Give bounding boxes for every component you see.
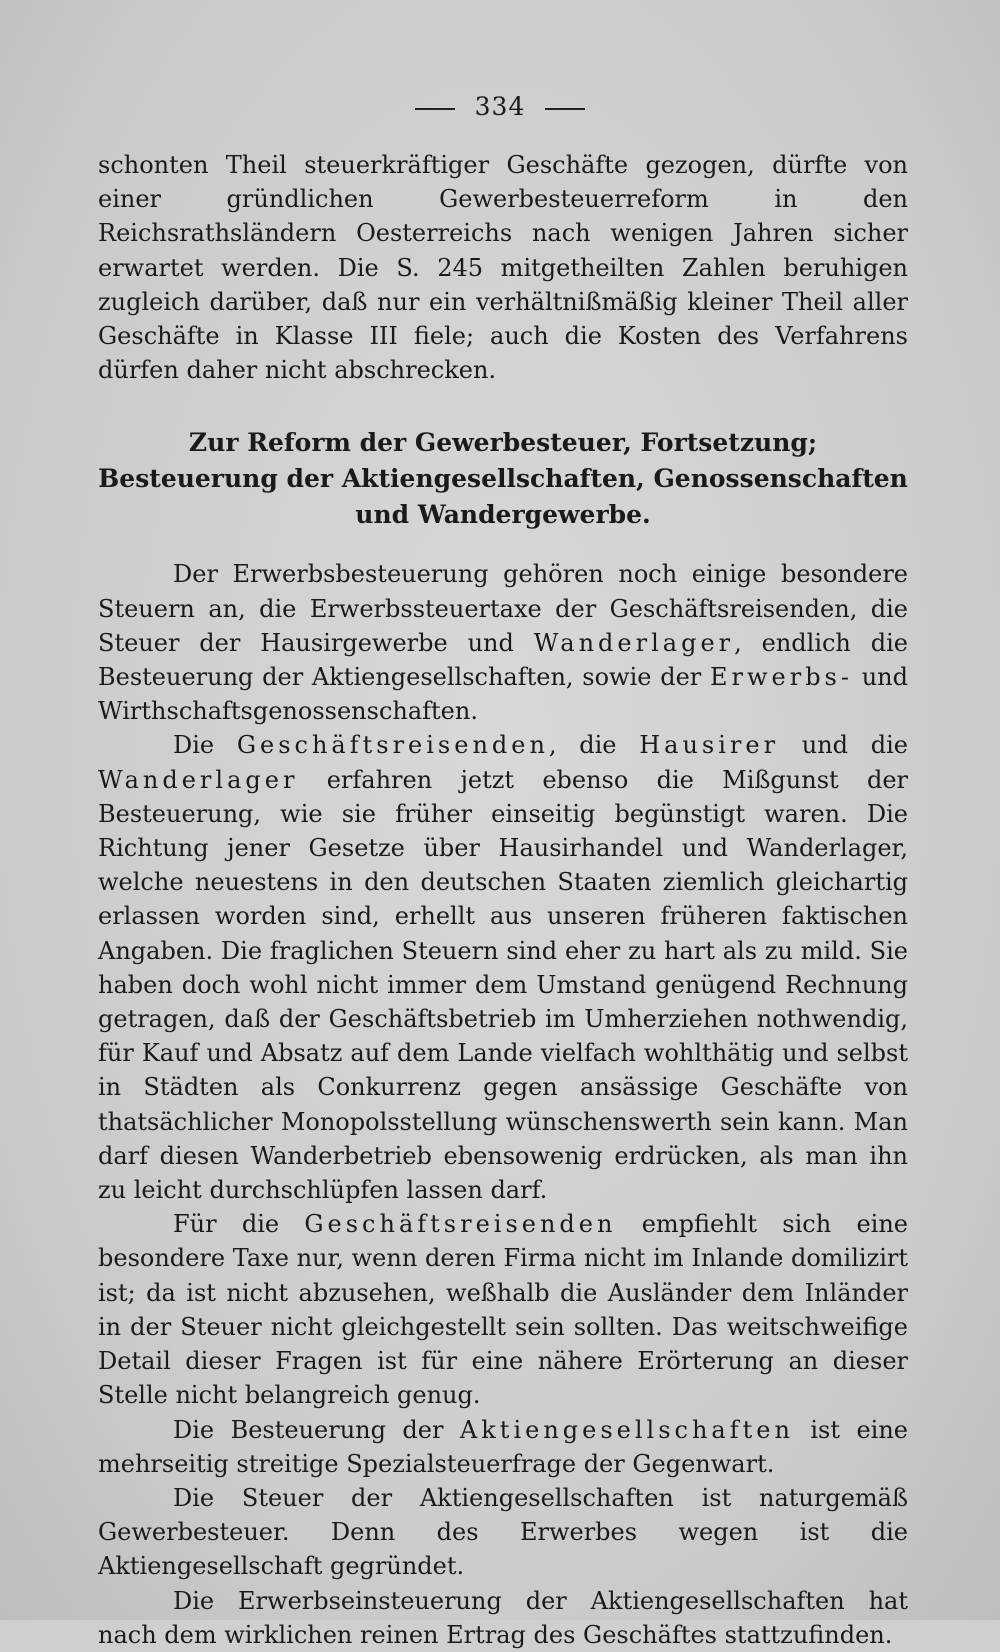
- paragraph: [98, 1413, 908, 1481]
- text-run: Die Erwerbseinsteuerung der Aktiengesellschaften hat nach dem wirklichen reinen Ertrag des Geschäftes stattzufinden.: [98, 1586, 908, 1649]
- text-run: Die Besteuerung der: [173, 1415, 460, 1444]
- paragraph: [98, 1207, 908, 1412]
- header-dash-right: [545, 108, 585, 110]
- text-run: ist eine mehrseitig streitige Spezialsteuerfrage der Gegenwart.: [98, 1415, 909, 1478]
- text-run: Für die: [173, 1210, 305, 1239]
- paragraph: [98, 728, 908, 1207]
- spaced-emphasis: Hausirer: [639, 731, 780, 760]
- spaced-emphasis: Wanderlager: [98, 765, 299, 794]
- paragraph: [98, 1481, 908, 1584]
- page-number: 334: [474, 92, 526, 121]
- page-header: [0, 92, 1000, 121]
- spaced-emphasis: Erwerbs-: [709, 663, 853, 692]
- spaced-emphasis: Geschäftsreisenden: [304, 1210, 617, 1239]
- spaced-emphasis: Aktiengesellschaften: [459, 1415, 794, 1444]
- text-run: erfahren jetzt ebenso die Mißgunst der Besteuerung, wie sie früher einseitig begünstigt waren. Die Richtung jener Gesetze über Hausirhandel und Wanderlager, welche neuestens in den deutschen Staaten ziemlich gleichartig erlassen worden sind, erhellt aus unseren früheren faktischen Angaben. Die fraglichen Steuern sind eher zu hart als zu mild. Sie haben doch wohl nicht immer dem Umstand genügend Rechnung getragen, daß der Geschäftsbetrieb im Umherziehen nothwendig, für Kauf und Absatz auf dem Lande vielfach wohlthätig und selbst in Städten als Conkurrenz gegen ansässige Geschäfte von thatsächlicher Monopolsstellung wünschenswerth sein kann. Man darf diesen Wanderbetrieb ebensowenig erdrücken, als man ihn zu leicht durchschlüpfen lassen darf.: [98, 765, 908, 1205]
- text-run: Die Steuer der Aktiengesellschaften ist naturgemäß Gewerbesteuer. Denn des Erwerbes wegen ist die Aktiengesellschaft gegründet.: [98, 1483, 908, 1581]
- text-run: und die: [779, 731, 908, 760]
- text-run: und Wirthschaftsgenossenschaften.: [98, 663, 908, 726]
- text-run: empfiehlt sich eine besondere Taxe nur, wenn deren Firma nicht im Inlande domilizirt ist; da ist nicht abzusehen, weßhalb die Ausländer dem Inländer in der Steuer nicht gleichgestellt sein sollten. Das weitschweifige Detail dieser Fragen ist für eine nähere Erörterung an dieser Stelle nicht belangreich genug.: [98, 1210, 908, 1410]
- section-heading: Zur Reform der Gewerbesteuer, Fortsetzung; Besteuerung der Aktiengesellschaften, Genossenschaften und Wandergewerbe.: [98, 428, 908, 530]
- header-dash-left: [415, 108, 455, 110]
- spaced-emphasis: Wanderlager: [533, 628, 735, 657]
- spaced-emphasis: Geschäftsreisenden: [236, 731, 549, 760]
- text-run: , endlich die Besteuerung der Aktiengesellschaften, sowie der: [98, 628, 908, 692]
- text-run: , die: [548, 731, 640, 760]
- paragraph: [98, 148, 908, 387]
- paragraph: [98, 557, 908, 728]
- paragraph: [98, 1584, 908, 1652]
- page-body: [98, 148, 908, 1652]
- text-run: schonten Theil steuerkräftiger Geschäfte gezogen, dürfte von einer gründlichen Gewerbesteuerreform in den Reichsrathsländern Oesterreichs nach wenigen Jahren sicher erwartet werden. Die S. 245 mitgetheilten Zahlen beruhigen zugleich darüber, daß nur ein verhältnißmäßig kleiner Theil aller Geschäfte in Klasse III fiele; auch die Kosten des Verfahrens dürfen daher nicht abschrecken.: [98, 151, 908, 385]
- text-run: Die: [173, 731, 237, 760]
- text-run: Der Erwerbsbesteuerung gehören noch einige besondere Steuern an, die Erwerbssteuertaxe der Geschäftsreisenden, die Steuer der Hausirgewerbe und: [98, 560, 908, 657]
